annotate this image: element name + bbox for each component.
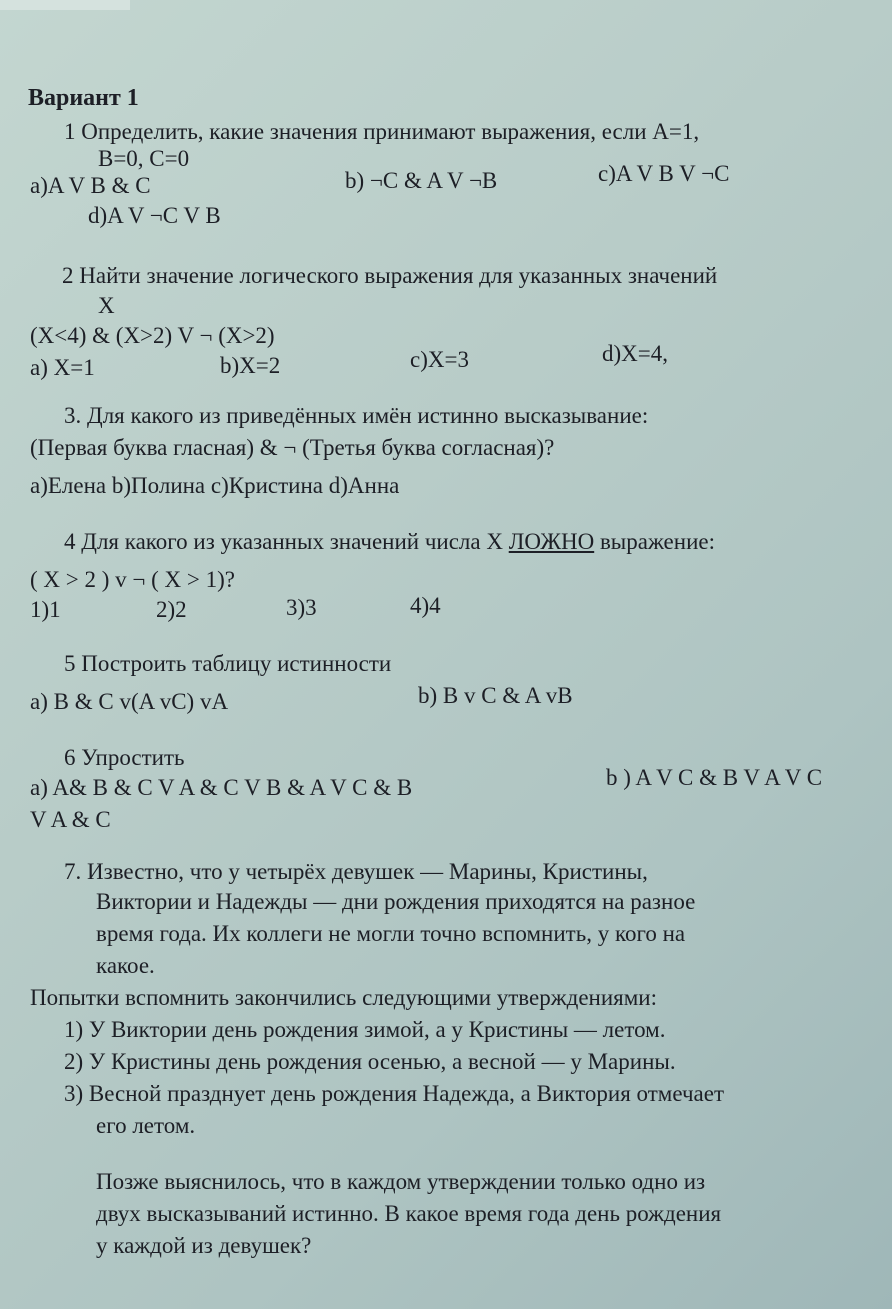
q7-final-1: Позже выяснилось, что в каждом утверждении только одно из bbox=[96, 1169, 706, 1194]
q6-text: 6 Упростить bbox=[64, 745, 185, 770]
q1-values: В=0, С=0 bbox=[98, 146, 190, 171]
q7-line-4: какое. bbox=[96, 953, 155, 978]
q4-expression: ( X > 2 ) v ¬ ( X > 1)? bbox=[30, 567, 235, 592]
q1-option-c: c)A V B V ¬C bbox=[598, 161, 730, 186]
q4-text bbox=[64, 528, 715, 556]
q7-line-2: Виктории и Надежды — дни рождения приходятся на разное bbox=[96, 889, 696, 914]
q1-option-a: a)A V B & C bbox=[30, 173, 151, 198]
q4-option-2: 2)2 bbox=[156, 597, 187, 622]
q2-option-a: a) X=1 bbox=[30, 355, 95, 380]
q1-option-b: b) ¬C & A V ¬B bbox=[345, 168, 498, 193]
q4-option-1: 1)1 bbox=[30, 597, 61, 622]
q7-statement-2: 2) У Кристины день рождения осенью, а весной — у Марины. bbox=[64, 1049, 676, 1074]
q2-expression: (X<4) & (X>2) V ¬ (X>2) bbox=[30, 323, 275, 348]
q4-option-4: 4)4 bbox=[410, 593, 441, 618]
q4-text-end: выражение: bbox=[594, 529, 715, 554]
q2-text: 2 Найти значение логического выражения для указанных значений bbox=[62, 263, 718, 288]
q4-text-start: 4 Для какого из указанных значений числа X bbox=[64, 529, 509, 554]
q7-final-2: двух высказываний истинно. В какое время года день рождения bbox=[96, 1201, 722, 1226]
q7-final-question: у каждой из девушек? bbox=[96, 1233, 312, 1258]
q2-option-b: b)X=2 bbox=[220, 353, 281, 378]
page-corner-strip bbox=[0, 0, 130, 10]
q5-option-b: b) B v C & A vB bbox=[418, 683, 573, 708]
q7-line-3: время года. Их коллеги не могли точно вспомнить, у кого на bbox=[96, 921, 686, 946]
q6-option-a: a) A& B & C V A & C V B & A V C & B bbox=[30, 775, 413, 800]
q6-continuation: V A & C bbox=[30, 807, 111, 832]
q5-text: 5 Построить таблицу истинности bbox=[64, 651, 392, 676]
q2-option-c: c)X=3 bbox=[410, 347, 469, 372]
q3-options: a)Елена b)Полина c)Кристина d)Анна bbox=[30, 473, 400, 498]
q5-option-a: a) B & C v(A vC) vA bbox=[30, 689, 229, 714]
q3-text: 3. Для какого из приведённых имён истинно высказывание: bbox=[64, 403, 649, 428]
variant-title: Вариант 1 bbox=[28, 85, 139, 111]
q1-option-d: d)A V ¬C V B bbox=[88, 203, 221, 228]
q4-false-word: ЛОЖНО bbox=[508, 529, 595, 554]
q4-option-3: 3)3 bbox=[286, 595, 317, 620]
q6-option-b: b ) A V C & B V A V C bbox=[606, 765, 823, 790]
q7-attempts-intro: Попытки вспомнить закончились следующими утверждениями: bbox=[30, 985, 657, 1010]
q2-option-d: d)X=4, bbox=[602, 341, 668, 366]
q2-variable: X bbox=[98, 293, 115, 318]
q1-text: 1 Определить, какие значения принимают выражения, если А=1, bbox=[64, 119, 700, 144]
q7-line-1: 7. Известно, что у четырёх девушек — Марины, Кристины, bbox=[64, 859, 648, 884]
q7-statement-3-cont: его летом. bbox=[96, 1113, 196, 1138]
q3-statement: (Первая буква гласная) & ¬ (Третья буква согласная)? bbox=[30, 435, 555, 460]
q7-statement-1: 1) У Виктории день рождения зимой, а у Кристины — летом. bbox=[64, 1017, 666, 1042]
q7-statement-3: 3) Весной празднует день рождения Надежда, а Виктория отмечает bbox=[64, 1081, 725, 1106]
